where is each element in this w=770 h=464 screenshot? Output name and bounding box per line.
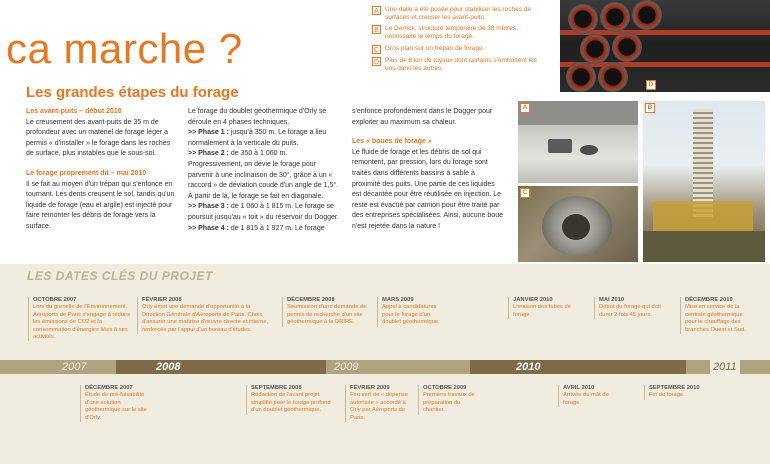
photo-slab [518, 101, 638, 183]
year-label: 2007 [62, 361, 87, 373]
letter-box-icon: D [373, 58, 380, 66]
section-heading: Les grandes étapes du forage [26, 84, 239, 101]
year-label: 2010 [470, 360, 686, 374]
year-label: 2009 [334, 361, 359, 373]
timeline [0, 264, 770, 464]
legend-item-b [372, 25, 544, 41]
letter-box-icon: B [372, 25, 381, 34]
year-label: 2011 [710, 360, 740, 374]
photo-legend [372, 6, 544, 76]
column-3 [352, 107, 504, 242]
page-title: ca marche ? [6, 25, 243, 72]
photo-derrick [643, 101, 765, 262]
photo-label-c: C [520, 188, 530, 198]
timeline-event: JANVIER 2010 Livraison des tubes de forage. [508, 297, 573, 319]
legend-item-c [372, 45, 544, 54]
timeline-event: SEPTEMBRE 2010 Fin du forage. [644, 385, 719, 400]
year-label: 2008 [116, 360, 326, 374]
timeline-event: MARS 2009 Appel à candidatures pour le forage d'un doublet géothermique. [377, 297, 444, 327]
column-2 [188, 107, 340, 234]
subheading-boues: Les « boues de forage » [352, 138, 432, 146]
timeline-event: FÉVRIER 2008 Orly émet une demande d'opportunité à la Direction Générale d'Aéroports de Paris. Choix d'assurer une maîtrise d'œuvre directe et interne, renforcée par l'appui d'un bureau d'études. [137, 297, 272, 334]
paragraph: Le creusement des avant-puits de 35 m de profondeur avec un matériel de forage léger a permis « d'installer » le forage dans les roches de surface, plus instables que le sous-sol. [26, 118, 171, 158]
timeline-event: MAI 2010 Début du forage qui doit durer 2 fois 45 jours. [594, 297, 661, 319]
timeline-event: OCTOBRE 2009 Premiers travaux de préparation du chantier. [418, 385, 483, 415]
timeline-event: FÉVRIER 2009 Feu vert de « dépense autorisée » accordé à Orly par Aéroports de Paris. [345, 385, 416, 422]
photo-label-d: D [646, 80, 656, 90]
timeline-event: DÉCEMBRE 2010 Mise en service de la centrale géothermique pour le chauffage des branches Ouest et Sud. [680, 297, 755, 334]
photo-label-a: A [520, 103, 530, 113]
paragraph: Le forage du doublet géothermique d'Orly se déroule en 4 phases techniques. [188, 108, 327, 126]
photo-pipes [560, 0, 770, 92]
legend-text: Plus de 8 km de tuyaux dont certains s'emboîtent les uns dans les autres. [385, 56, 537, 72]
timeline-event: SEPTEMBRE 2008 Rédaction de l'avant projet simplifié pour le forage profond d'un doublet géothermique. [246, 385, 331, 415]
letter-box-icon: A [372, 6, 381, 15]
legend-item-d [372, 57, 544, 73]
paragraph: Il se fait au moyen d'un trépan qui s'enfonce en tournant. Les dents creusent le sol, tandis qu'un liquide de forage (eau et argile) est injecté pour faire remonter les débris de forage vers la surface. [26, 180, 175, 230]
phase-4: >> Phase 4 : de 1 815 à 1 927 m. Le forage [188, 224, 325, 232]
timeline-event: OCTOBRE 2007 Lors du grenelle de l'Environnement, Aéroports de Paris s'engage à réduire les émissions de CO2 et la consommation d'énergies liées à ses activités. [28, 297, 131, 341]
photo-drill-bit [518, 186, 638, 262]
legend-item-a [372, 6, 544, 22]
timeline-title: LES DATES CLÉS DU PROJET [27, 269, 213, 283]
paragraph: s'enfonce profondément dans le Dogger pour exploiter au maximum sa chaleur. [352, 108, 493, 126]
subheading-forage: Le forage proprement dit – mai 2010 [26, 169, 147, 177]
column-1 [26, 107, 178, 242]
legend-text: Le Derrick, structure temporaire de 38 mètres, nécessaire le temps du forage. [385, 25, 518, 41]
timeline-event: DÉCEMBRE 2008 Soumission d'une demande de permis de recherche d'un site géothermique à la DRIRE. [282, 297, 379, 327]
photo-label-b: B [645, 103, 655, 113]
phase-2: >> Phase 2 : de 350 à 1 060 m. Progressivement, on dévie le forage pour parvenir à une inclinaison de 30°, grâce à un « raccord » de déviation coudé d'un angle de 1,5°. À partir de là, le forage se fait en diagonale. [188, 150, 339, 200]
legend-text: Une dalle a été posée pour stabiliser les roches de surfaces et creuser les avant-puits. [385, 6, 531, 22]
timeline-event: AVRIL 2010 Arrivée du mât de forage. [558, 385, 613, 407]
paragraph: Le fluide de forage et les débris de sol qui remontent, par pression, lors du forage sont traités dans différents bassins à sable à proximité des puits. Une partie de ces liquides est décantée pour être réutilisée en injection. Le reste est évacué par camion pour être traité par des entreprises spécialisées. Ainsi, aucune boue n'est rejetée dans la nature ! [352, 148, 503, 230]
timeline-event: DÉCEMBRE 2007 Étude de pré-faisabilité d'une solution géothermique sur le site d'Orly. [80, 385, 151, 422]
phase-3: >> Phase 3 : de 1 060 à 1 815 m. Le forage se poursuit jusqu'au « toit » du réservoir du Dogger. [188, 203, 339, 221]
phase-1: >> Phase 1 : jusqu'à 350 m. Le forage a lieu normalement à la verticale du puits. [188, 129, 327, 147]
letter-box-icon: C [373, 46, 380, 54]
legend-text: Gros plan sur un trépan de forage. [385, 44, 485, 52]
subheading-avant-puits: Les avant-puits – début 2010 [26, 108, 122, 115]
